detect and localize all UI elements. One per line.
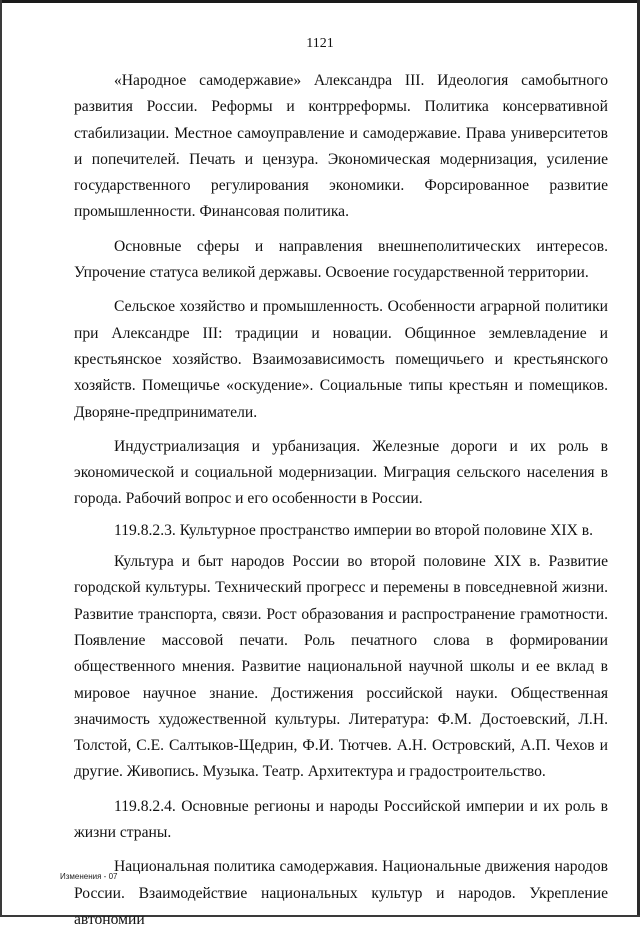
paragraph-narodnoe-samoderzhavie: «Народное самодержавие» Александра III. Идеология самобытного развития России. Реформы и контрреформы. Политика консервативной стабилизации. Местное самоуправление и самодержавие. Права университетов и попечителей. Печать и цензура. Экономическая модернизация, усиление государственного регулирования экономики. Форсированное развитие промышленности. Финансовая политика. <box>74 72 608 221</box>
section-heading-119-8-2-3: 119.8.2.3. Культурное пространство империи во второй половине XIX в. <box>114 521 593 539</box>
paragraph-national-policy: Национальная политика самодержавия. Национальные движения народов России. Взаимодействие национальных культур и народов. Укрепление автономии <box>74 858 608 928</box>
document-body <box>74 68 608 941</box>
paragraph-foreign-policy: Основные сферы и направления внешнеполитических интересов. Упрочение статуса великой державы. Освоение государственной территории. <box>74 237 608 282</box>
section-heading-119-8-2-4: 119.8.2.4. Основные регионы и народы Российской империи и их роль в жизни страны. <box>74 797 608 842</box>
paragraph-culture: Культура и быт народов России во второй половине XIX в. Развитие городской культуры. Технический прогресс и перемены в повседневной жизни. Развитие транспорта, связи. Рост образования и распространение грамотности. Появление массовой печати. Роль печатного слова в формировании общественного мнения. Развитие национальной научной школы и ее вклад в мировое научное знание. Достижения российской науки. Общественная значимость художественной культуры. Литература: Ф.М. Достоевский, Л.Н. Толстой, С.Е. Салтыков-Щедрин, Ф.И. Тютчев. А.Н. Островский, А.П. Чехов и другие. Живопись. Музыка. Театр. Архитектура и градостроительство. <box>74 553 608 781</box>
footer-revision-note: Изменения - 07 <box>60 872 118 881</box>
paragraph-industrialization: Индустриализация и урбанизация. Железные дороги и их роль в экономической и социальной модернизации. Миграция сельского населения в города. Рабочий вопрос и его особенности в России. <box>74 437 608 508</box>
page-number: 1121 <box>306 36 334 51</box>
scan-edge-top <box>0 0 640 3</box>
paragraph-agriculture-industry: Сельское хозяйство и промышленность. Особенности аграрной политики при Александре III: традиции и новации. Общинное землевладение и крестьянское хозяйство. Взаимозависимость помещичьего и крестьянского хозяйств. Помещичье «оскудение». Социальные типы крестьян и помещиков. Дворяне-предприниматели. <box>74 298 608 421</box>
scan-edge-left <box>0 0 2 917</box>
